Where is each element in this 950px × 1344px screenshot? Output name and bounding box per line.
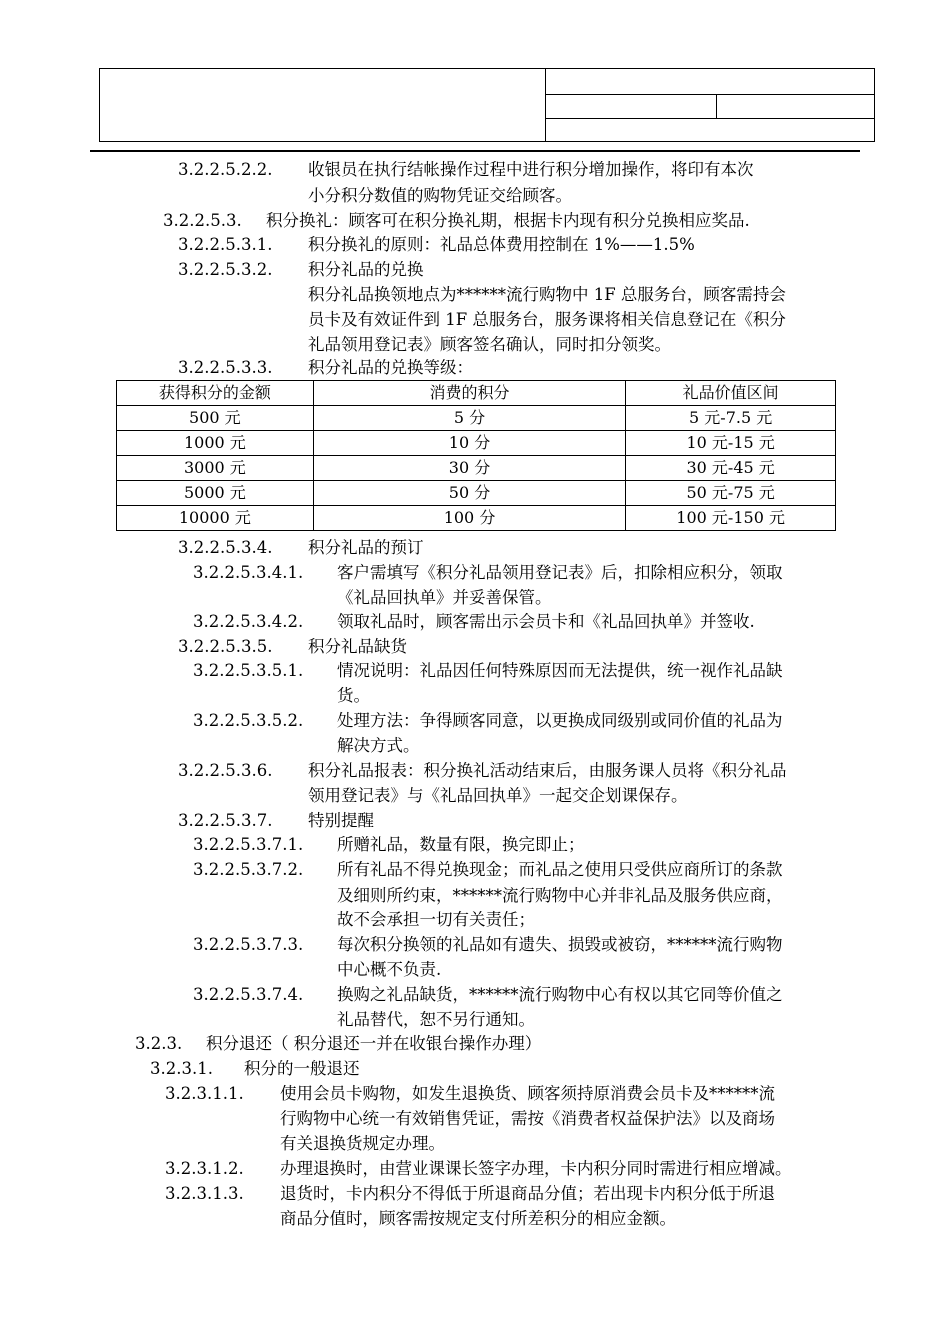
clause-number: 3.2.2.5.3.2. xyxy=(178,260,273,279)
clause-text: 积分礼品缺货 xyxy=(308,637,407,656)
clause-number: 3.2.3. xyxy=(135,1034,183,1053)
table-cell: 100 元-150 元 xyxy=(626,506,836,531)
table-row xyxy=(117,481,836,506)
table-header-cell: 消费的积分 xyxy=(313,381,626,406)
clause-text: 礼品领用登记表》顾客签名确认，同时扣分领奖。 xyxy=(308,335,671,354)
clause-text: 办理退换时，由营业课课长签字办理，卡内积分同时需进行相应增减。 xyxy=(280,1159,792,1178)
clause-text: 领取礼品时，顾客需出示会员卡和《礼品回执单》并签收. xyxy=(337,612,755,631)
clause-text: 中心概不负责. xyxy=(337,960,442,979)
clause-number: 3.2.3.1.2. xyxy=(165,1159,244,1178)
clause-text: 积分礼品报表：积分换礼活动结束后，由服务课人员将《积分礼品 xyxy=(308,761,787,780)
clause-number: 3.2.3.1. xyxy=(150,1059,213,1078)
table-cell: 500 元 xyxy=(117,406,314,431)
clause-text: 换购之礼品缺货，******流行购物中心有权以其它同等价值之 xyxy=(337,985,783,1004)
table-row xyxy=(117,431,836,456)
table-header-row xyxy=(117,381,836,406)
clause-text: 《礼品回执单》并妥善保管。 xyxy=(337,588,552,607)
clause-text: 积分礼品的兑换等级： xyxy=(308,358,473,377)
table-cell: 30 元-45 元 xyxy=(626,456,836,481)
clause-text: 积分换礼：顾客可在积分换礼期，根据卡内现有积分兑换相应奖品. xyxy=(266,211,750,230)
clause-number: 3.2.2.5.3.6. xyxy=(178,761,273,780)
clause-text: 积分礼品的预订 xyxy=(308,538,424,557)
clause-text: 特别提醒 xyxy=(308,811,374,830)
clause-number: 3.2.2.5.3.7.4. xyxy=(193,985,304,1004)
clause-number: 3.2.3.1.3. xyxy=(165,1184,244,1203)
clause-text: 积分的一般退还 xyxy=(244,1059,360,1078)
table-cell: 50 元-75 元 xyxy=(626,481,836,506)
clause-text: 行购物中心统一有效销售凭证，需按《消费者权益保护法》以及商场 xyxy=(280,1109,775,1128)
clause-text: 积分礼品换领地点为******流行购物中 1F 总服务台，顾客需持会 xyxy=(308,285,786,304)
clause-text: 积分礼品的兑换 xyxy=(308,260,424,279)
table-row xyxy=(117,506,836,531)
clause-text: 每次积分换领的礼品如有遗失、损毁或被窃，******流行购物 xyxy=(337,935,783,954)
clause-number: 3.2.2.5.3.4.1. xyxy=(193,563,304,582)
clause-text: 有关退换货规定办理。 xyxy=(280,1134,445,1153)
clause-text: 货。 xyxy=(337,686,370,705)
clause-text: 所赠礼品，数量有限，换完即止； xyxy=(337,835,585,854)
clause-number: 3.2.2.5.3.4. xyxy=(178,538,273,557)
table-row xyxy=(117,406,836,431)
table-cell: 5 分 xyxy=(313,406,626,431)
header-rule xyxy=(90,150,860,152)
table-header-cell: 礼品价值区间 xyxy=(626,381,836,406)
clause-number: 3.2.2.5.3.7.1. xyxy=(193,835,304,854)
clause-text: 处理方法：争得顾客同意，以更换成同级别或同价值的礼品为 xyxy=(337,711,783,730)
table-cell: 3000 元 xyxy=(117,456,314,481)
table-cell: 1000 元 xyxy=(117,431,314,456)
table-cell: 5000 元 xyxy=(117,481,314,506)
points-exchange-table xyxy=(116,380,836,531)
clause-text: 情况说明：礼品因任何特殊原因而无法提供，统一视作礼品缺 xyxy=(337,661,783,680)
clause-text: 解决方式。 xyxy=(337,736,420,755)
table-cell: 50 分 xyxy=(313,481,626,506)
clause-number: 3.2.2.5.3.5.1. xyxy=(193,661,304,680)
clause-text: 小分积分数值的购物凭证交给顾客。 xyxy=(308,186,572,205)
table-cell: 100 分 xyxy=(313,506,626,531)
clause-text: 退货时，卡内积分不得低于所退商品分值；若出现卡内积分低于所退 xyxy=(280,1184,775,1203)
clause-text: 礼品替代，恕不另行通知。 xyxy=(337,1010,535,1029)
table-row xyxy=(117,456,836,481)
clause-number: 3.2.2.5.3.3. xyxy=(178,358,273,377)
table-cell: 30 分 xyxy=(313,456,626,481)
clause-text: 故不会承担一切有关责任； xyxy=(337,910,535,929)
clause-number: 3.2.2.5.3.4.2. xyxy=(193,612,304,631)
clause-number: 3.2.3.1.1. xyxy=(165,1084,244,1103)
clause-text: 客户需填写《积分礼品领用登记表》后，扣除相应积分，领取 xyxy=(337,563,783,582)
table-header-cell: 获得积分的金额 xyxy=(117,381,314,406)
clause-number: 3.2.2.5.2.2. xyxy=(178,160,273,179)
clause-text: 商品分值时，顾客需按规定支付所差积分的相应金额。 xyxy=(280,1209,676,1228)
clause-number: 3.2.2.5.3.7.3. xyxy=(193,935,304,954)
clause-number: 3.2.2.5.3.1. xyxy=(178,235,273,254)
table-cell: 10 元-15 元 xyxy=(626,431,836,456)
clause-text: 收银员在执行结帐操作过程中进行积分增加操作，将印有本次 xyxy=(308,160,754,179)
header-divider xyxy=(716,94,717,118)
clause-text: 及细则所约束，******流行购物中心并非礼品及服务供应商， xyxy=(337,886,783,905)
clause-number: 3.2.2.5.3.5. xyxy=(178,637,273,656)
document-header-box xyxy=(99,68,875,142)
clause-text: 积分退还（ 积分退还一并在收银台操作办理） xyxy=(206,1034,542,1053)
clause-number: 3.2.2.5.3.5.2. xyxy=(193,711,304,730)
clause-number: 3.2.2.5.3.7. xyxy=(178,811,273,830)
table-cell: 10 分 xyxy=(313,431,626,456)
table-cell: 10000 元 xyxy=(117,506,314,531)
header-divider xyxy=(545,69,546,141)
header-divider xyxy=(545,94,875,95)
clause-text: 积分换礼的原则：礼品总体费用控制在 1%——1.5% xyxy=(308,235,695,254)
clause-text: 员卡及有效证件到 1F 总服务台，服务课将相关信息登记在《积分 xyxy=(308,310,786,329)
clause-number: 3.2.2.5.3. xyxy=(163,211,242,230)
clause-text: 所有礼品不得兑换现金；而礼品之使用只受供应商所订的条款 xyxy=(337,860,783,879)
table-cell: 5 元-7.5 元 xyxy=(626,406,836,431)
header-divider xyxy=(545,118,875,119)
clause-text: 领用登记表》与《礼品回执单》一起交企划课保存。 xyxy=(308,786,688,805)
clause-number: 3.2.2.5.3.7.2. xyxy=(193,860,304,879)
clause-text: 使用会员卡购物，如发生退换货、顾客须持原消费会员卡及******流 xyxy=(280,1084,775,1103)
